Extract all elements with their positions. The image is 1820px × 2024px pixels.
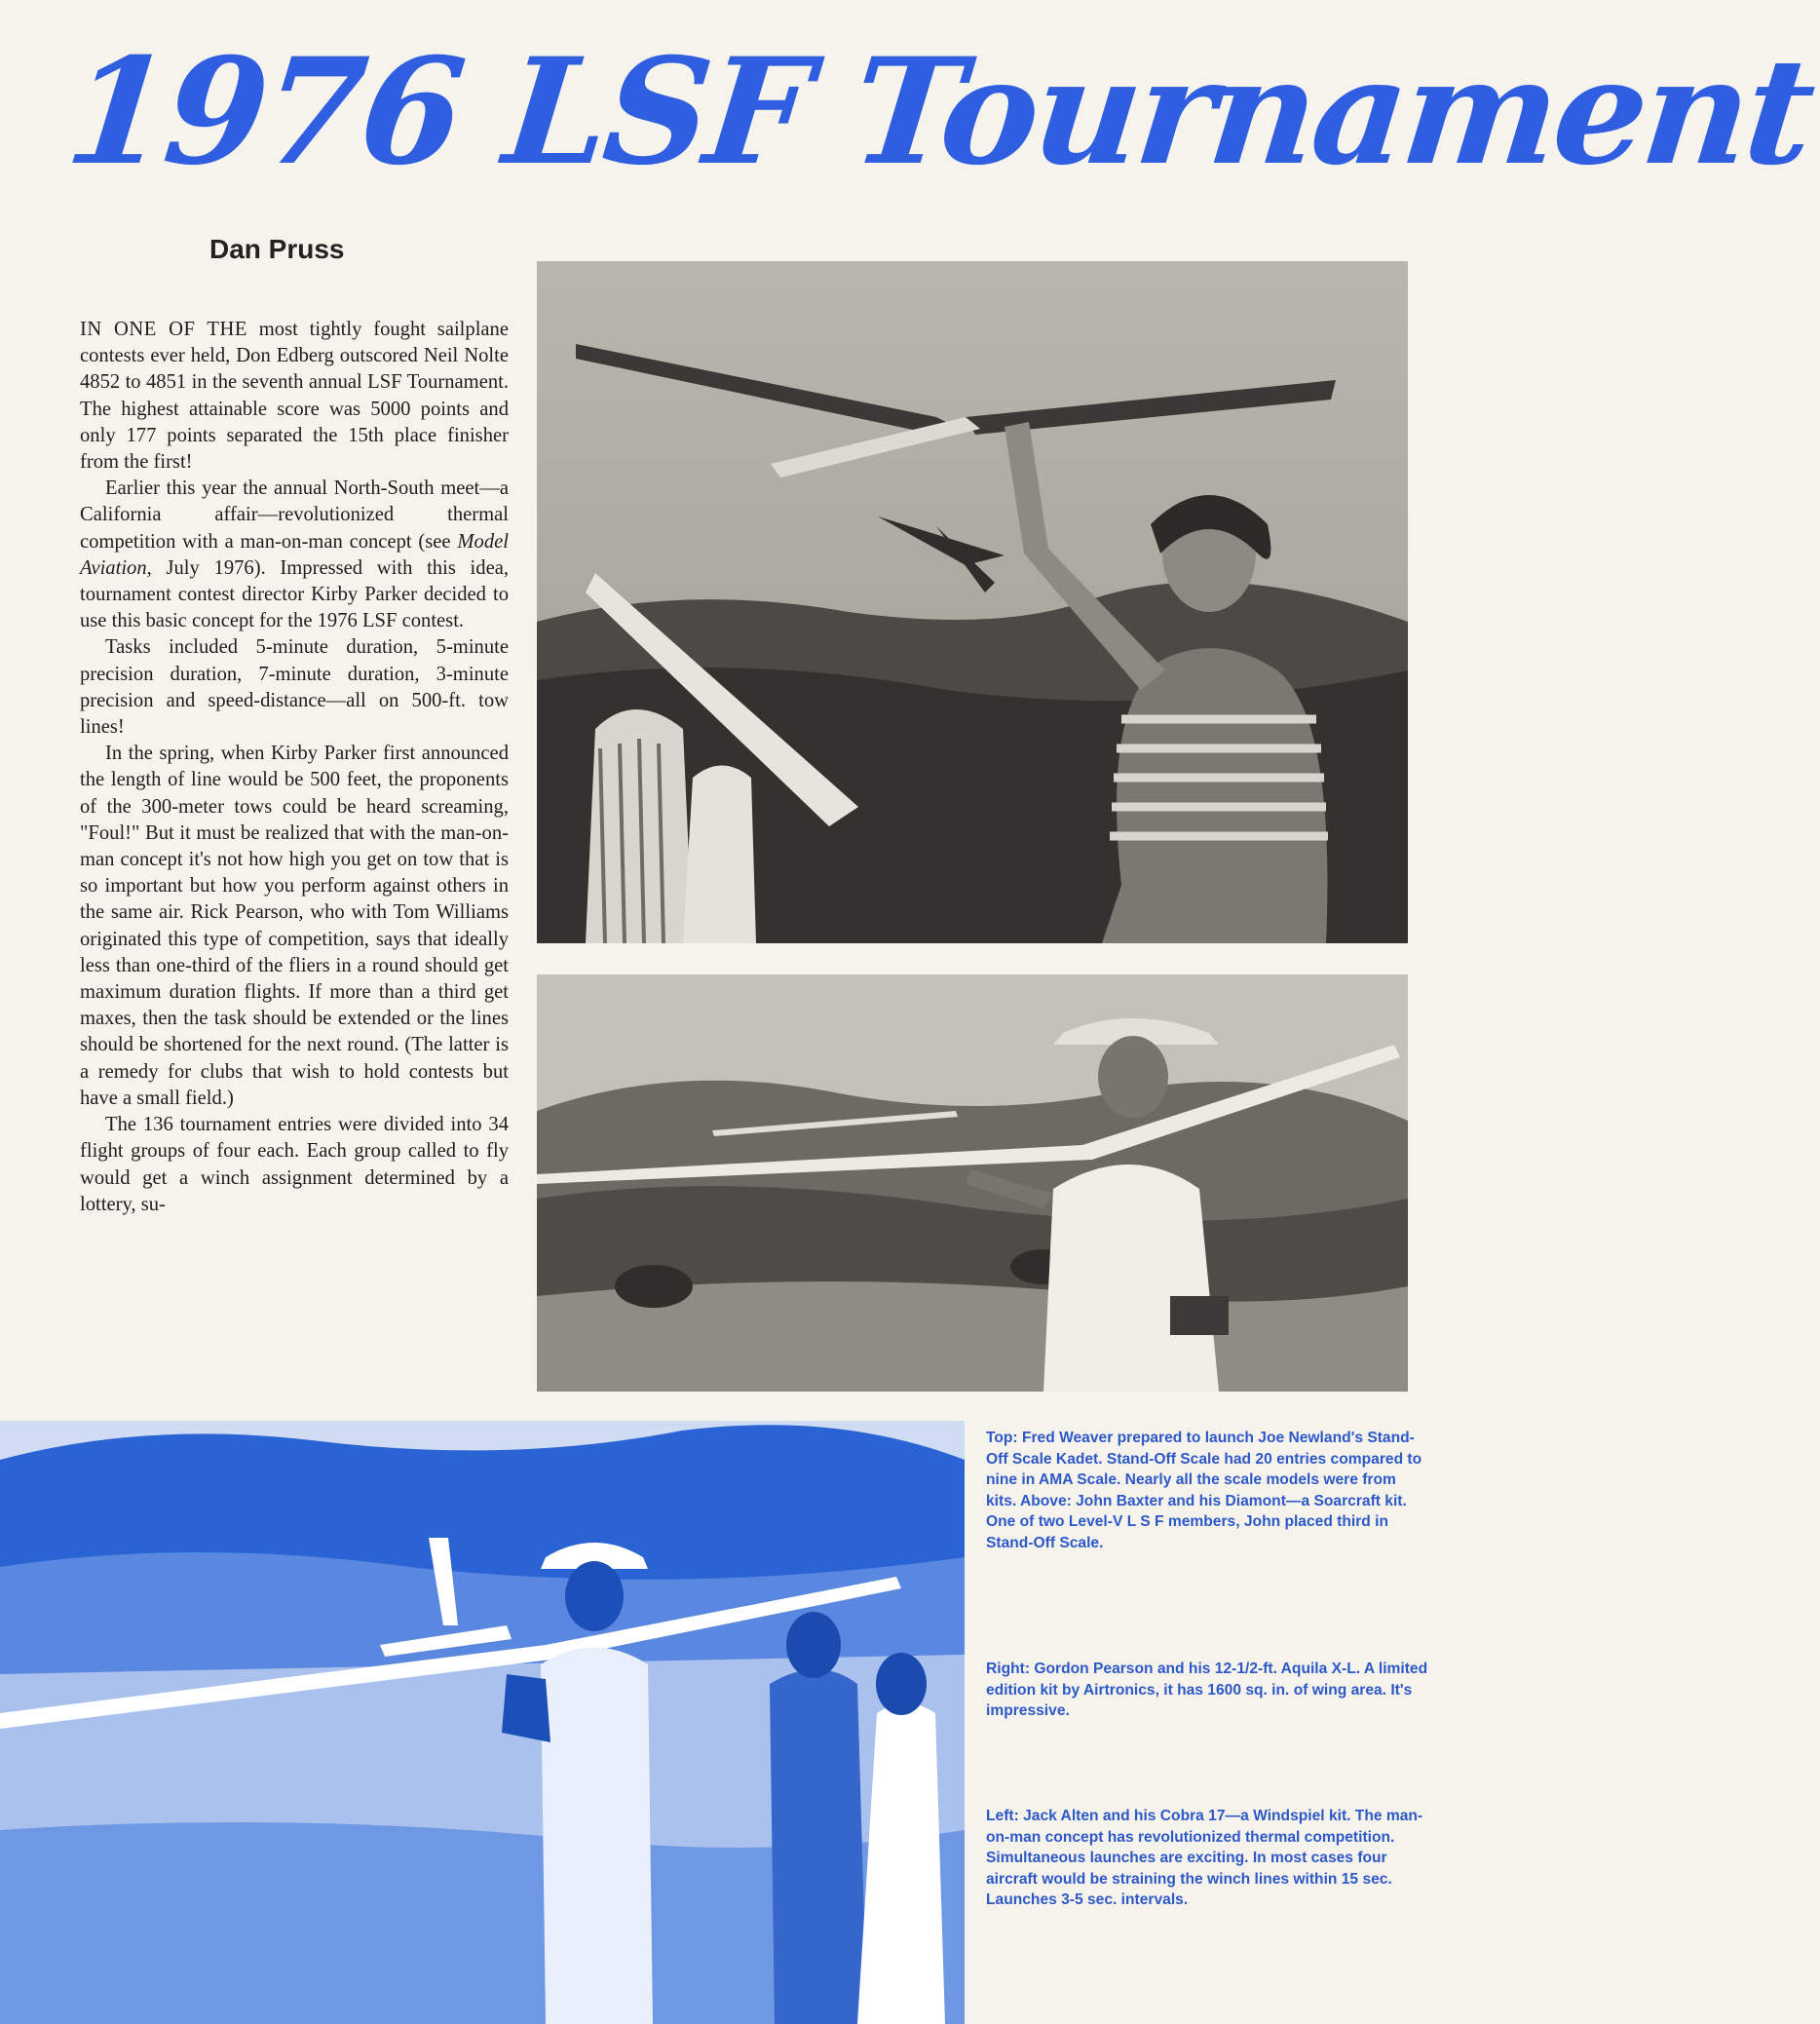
article-title: 1976 LSF Tournament: [58, 26, 1819, 198]
magazine-title: Model Aviation: [80, 530, 509, 579]
photo-middle-illustration: [537, 974, 1408, 1392]
photo-baxter-diamont: [537, 974, 1408, 1392]
paragraph-2: Earlier this year the annual North-South meet—a California affair—revolutionized thermal competition with a man-on-man concept (see Model Aviation, July 1976). Impressed with this idea, tournament contest director Kirby Parker decided to use this basic concept for the 1976 LSF contest.: [80, 477, 509, 632]
caption-top-above: Top: Fred Weaver prepared to launch Joe Newland's Stand-Off Scale Kadet. Stand-Off Scale had 20 entries compared to nine in AMA Scale. Nearly all the scale models were from kits. Above: John Baxter and his Diamont—a Soarcraft kit. One of two Level-V L S F members, John placed third in Stand-Off Scale.: [986, 1430, 1422, 1551]
caption-right: Right: Gordon Pearson and his 12-1/2-ft. Aquila X-L. A limited edition kit by Airtronics, it has 1600 sq. in. of wing area. It's impressive.: [986, 1661, 1428, 1719]
paragraph-3: Tasks included 5-minute duration, 5-minute precision duration, 7-minute duration, 3-minute precision and speed-distance—all on 500-ft. tow lines!: [80, 636, 509, 739]
caption-left: Left: Jack Alten and his Cobra 17—a Windspiel kit. The man-on-man concept has revolutionized thermal competition. Simultaneous launches are exciting. In most cases four aircraft would be straining the winch lines within 15 sec. Launches 3-5 sec. intervals.: [986, 1808, 1423, 1908]
photo-bottom-illustration: [0, 1421, 965, 2024]
byline: Dan Pruss: [209, 234, 345, 264]
paragraph-4: In the spring, when Kirby Parker first announced the length of line would be 500 feet, the proponents of the 300-meter tows could be heard screaming, "Foul!" But it must be realized that with the man-on-man concept it's not how high you get on tow that is so important but how you perform against others in the same air. Rick Pearson, who with Tom Williams originated this type of competition, says that ideally less than one-third of the fliers in a round should get maximum duration flights. If more than a third get maxes, then the task should be extended or the lines should be shortened for the next round. (The latter is a remedy for clubs that wish to hold contests but have a small field.): [80, 743, 509, 1109]
paragraph-5: The 136 tournament entries were divided into 34 flight groups of four each. Each group called to fly would get a winch assignment determined by a lottery, su-: [80, 1114, 509, 1215]
photo-top-illustration: [537, 261, 1408, 943]
photo-pearson-aquila: [0, 1421, 965, 2024]
lead-in: IN ONE OF THE: [80, 319, 247, 340]
article-body: [80, 317, 509, 1394]
paragraph-1: IN ONE OF THE most tightly fought sailplane contests ever held, Don Edberg outscored Neil Nolte 4852 to 4851 in the seventh annual LSF Tournament. The highest attainable score was 5000 points and only 177 points separated the 15th place finisher from the first!: [80, 319, 509, 474]
photo-launch-kadet: [537, 261, 1408, 943]
